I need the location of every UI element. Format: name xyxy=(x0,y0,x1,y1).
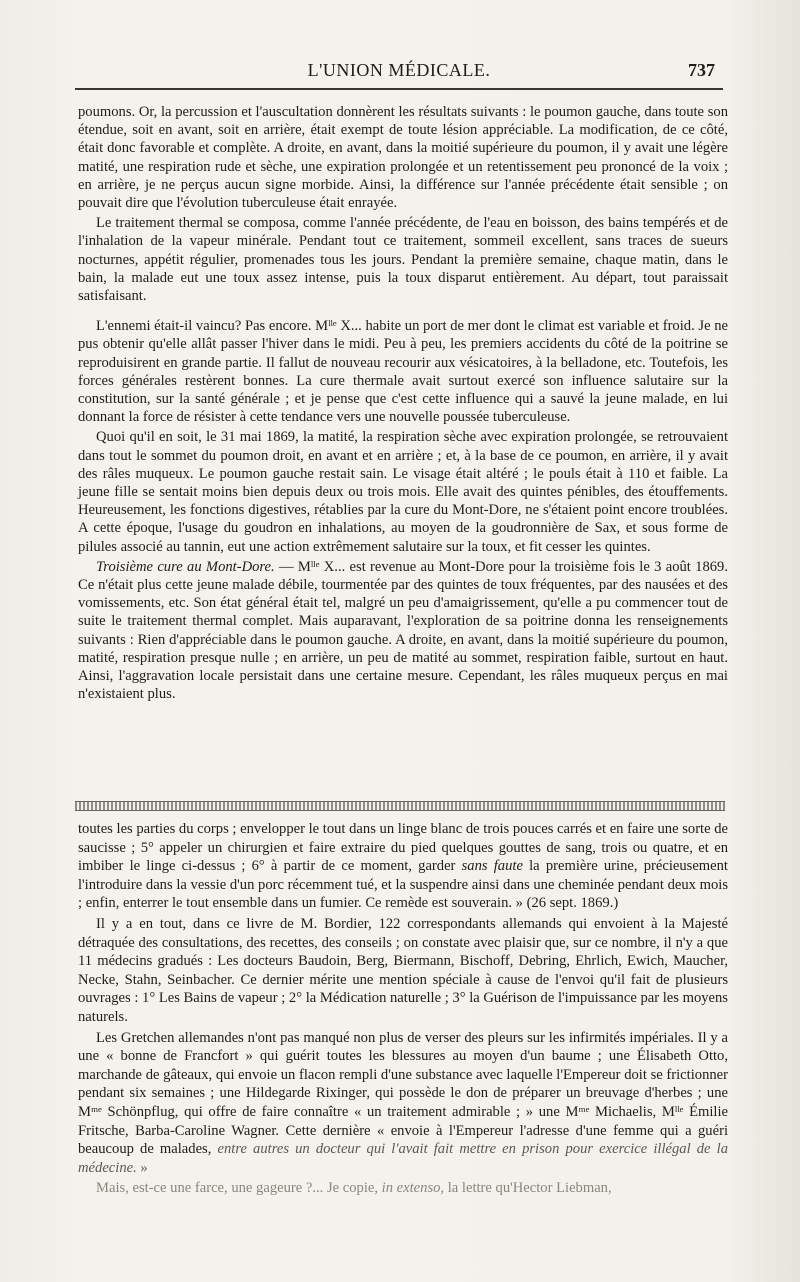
page-header xyxy=(75,56,723,90)
feuilleton-section xyxy=(78,820,728,1198)
text-run: toutes les parties du corps ; envelopper le tout dans un linge blanc de trois pouces carrés et en faire une sorte de saucisse ; 5° appeler un chirurgien et faire extraire du pied quelques gouttes de sang, trois ou quatre, et en imbiber le linge ci-dessus ; 6° à partir de ce moment, garder xyxy=(78,821,729,875)
section-text: — Mˡˡᵉ X... est revenue au Mont-Dore pour la troisième fois le 3 août 1869. Ce n'était plus cette jeune malade débile, tourmentée par des quintes de toux fréquentes, par des nausées et des vomissements, etc. Son état général était tel, malgré un peu d'amaigrissement, qu'elle a pu commencer tout de suite le traitement thermal complet. Mais auparavant, l'exploration de sa poitrine donna les renseignements suivants : Rien d'appréciable dans le poumon gauche. A droite, en avant, dans la moitié supérieure du poumon, matité, respiration presque nulle ; en arrière, un peu de matité au sommet, respiration faible, surtout en haut. Ainsi, l'aggravation locale persistait dans une certaine mesure. Cependant, les râles muqueux perçus en mai n'existaient plus. xyxy=(78,558,728,703)
section-heading: Troisième cure au Mont-Dore. xyxy=(96,558,275,575)
paragraph: Il y a en tout, dans ce livre de M. Bordier, 122 correspondants allemands qui envoient à la Majesté détraquée des consultations, des recettes, des conseils ; on constate avec plaisir que, sur ce nombre, il n'y a que 11 médecins gradués : Les docteurs Baudoin, Berg, Biermann, Bischoff, Debring, Ehrlich, Ewich, Maucher, Necke, Stahn, Seinbacher. Ce dernier mérite une mention spéciale à cause de l'envoi qu'il fait de plusieurs ouvrages : 1° Les Bains de vapeur ; 2° la Médication naturelle ; 3° la Guérison de l'impuissance par les moyens naturels. xyxy=(78,915,728,1025)
italic-run: in extenso, xyxy=(381,1180,445,1197)
paragraph xyxy=(78,820,728,913)
paragraph-third-cure xyxy=(78,558,728,704)
paragraph: L'ennemi était-il vaincu? Pas encore. Mˡˡᵉ X... habite un port de mer dont le climat est variable et froid. Je ne pus obtenir qu'elle allât passer l'hiver dans le midi. Peu à peu, les premiers accidents du côté de la poitrine se reproduisirent en grande partie. Il fallut de nouveau recourir aux vésicatoires, à la belladone, etc. Toutefois, les forces générales restèrent bonnes. La cure thermale avait surtout exercé son influence salutaire sur la constitution, sur la santé générale ; et je pense que c'est cette influence qui a sauvé la jeune malade, en lui donnant la force de résister à cette tendance vers une nouvelle poussée tuberculeuse. xyxy=(78,318,728,426)
text-run: Mais, est-ce une farce, une gageure ?... Je copie, xyxy=(96,1180,382,1197)
page-number: 737 xyxy=(688,60,715,80)
text-run: la lettre qu'Hector Liebman, xyxy=(444,1180,612,1197)
text-run: la première urine, précieusement l'introduire dans la vessie d'un porc récemment tué, et la suspendre ainsi dans une cheminée pendant deux mois ; enfin, enterrer le tout ensemble dans un fumier. Ce remède est souverain. » (26 sept. 1869.) xyxy=(78,858,728,912)
section-separator xyxy=(75,801,725,811)
italic-run: entre autres un docteur qui l'avait fait mettre en prison pour exercice illégal de la médecine. xyxy=(78,1141,728,1176)
paragraph: Quoi qu'il en soit, le 31 mai 1869, la matité, la respiration sèche avec expiration prolongée, se retrouvaient dans tout le sommet du poumon droit, en avant et en arrière ; et, à la base de ce poumon, en arrière, il y avait des râles muqueux. Le poumon gauche restait sain. Le visage était altéré ; le pouls était à 110 et faible. La jeune fille se sentait moins bien depuis deux ou trois mois. Elle avait des quintes pénibles, des étouffements. Heureusement, les fonctions digestives, rétablies par la cure du Mont-Dore, ne s'étaient point encore troublées. A cette époque, l'usage du goudron en inhalations, au moyen de la goudronnière de Sax, et sous forme de pilules associé au tannin, eut une action extrêmement salutaire sur la toux, et fit cesser les quintes. xyxy=(78,429,728,555)
journal-title: L'UNION MÉDICALE. xyxy=(307,60,491,80)
header-rule xyxy=(75,88,723,90)
paragraph xyxy=(78,1029,728,1178)
italic-run: sans faute xyxy=(461,858,523,875)
paragraph: poumons. Or, la percussion et l'auscultation donnèrent les résultats suivants : le poumon gauche, dans toute son étendue, soit en avant, soit en arrière, était exempt de toute lésion appréciable. La modification, de ce côté, était donc favorable et complète. A droite, en avant, dans la moitié supérieure du poumon, il y avait une légère matité, une respiration rude et sèche, une expiration prolongée et un retentissement peu prononcé de la voix ; en arrière, je ne perçus aucun signe morbide. Ainsi, la différence sur l'année précédente était sensible ; on pouvait dire que l'évolution tuberculeuse était enrayée. xyxy=(78,104,728,212)
article-upper-section xyxy=(78,103,728,704)
text-run: » xyxy=(136,1159,148,1176)
paragraph: Le traitement thermal se composa, comme l'année précédente, de l'eau en boisson, des bains tempérés et de l'inhalation de la vapeur minérale. Pendant tout ce traitement, sommeil excellent, sans traces de sueurs nocturnes, appétit régulier, promenades tous les jours. Pendant la première semaine, chaque matin, dans le bain, la malade eut une toux assez intense, puis la toux disparut entièrement. Au départ, tout paraissait satisfaisant. xyxy=(78,215,728,305)
paragraph xyxy=(78,1179,728,1198)
text-run: Les Gretchen allemandes n'ont pas manqué non plus de verser des pleurs sur les infirmités impériales. Il y a une « bonne de Francfort » qui guérit toutes les blessures au moyen d'un baume ; une Élisabeth Otto, marchande de gâteaux, qui envoie un flacon rempli d'une substance avec laquelle l'Empereur doit se frictionner pendant six semaines ; une Hildegarde Rixinger, qui possède le don de préparer un breuvage d'herbes ; une Mᵐᵉ Schönpflug, qui offre de faire connaître « un traitement admirable ; » une Mᵐᵉ Michaelis, Mˡˡᵉ Émilie Fritsche, Barba-Caroline Wagner. Cette dernière « envoie à l'Empereur l'adresse d'une femme qui a guéri beaucoup de malades, xyxy=(78,1029,728,1158)
